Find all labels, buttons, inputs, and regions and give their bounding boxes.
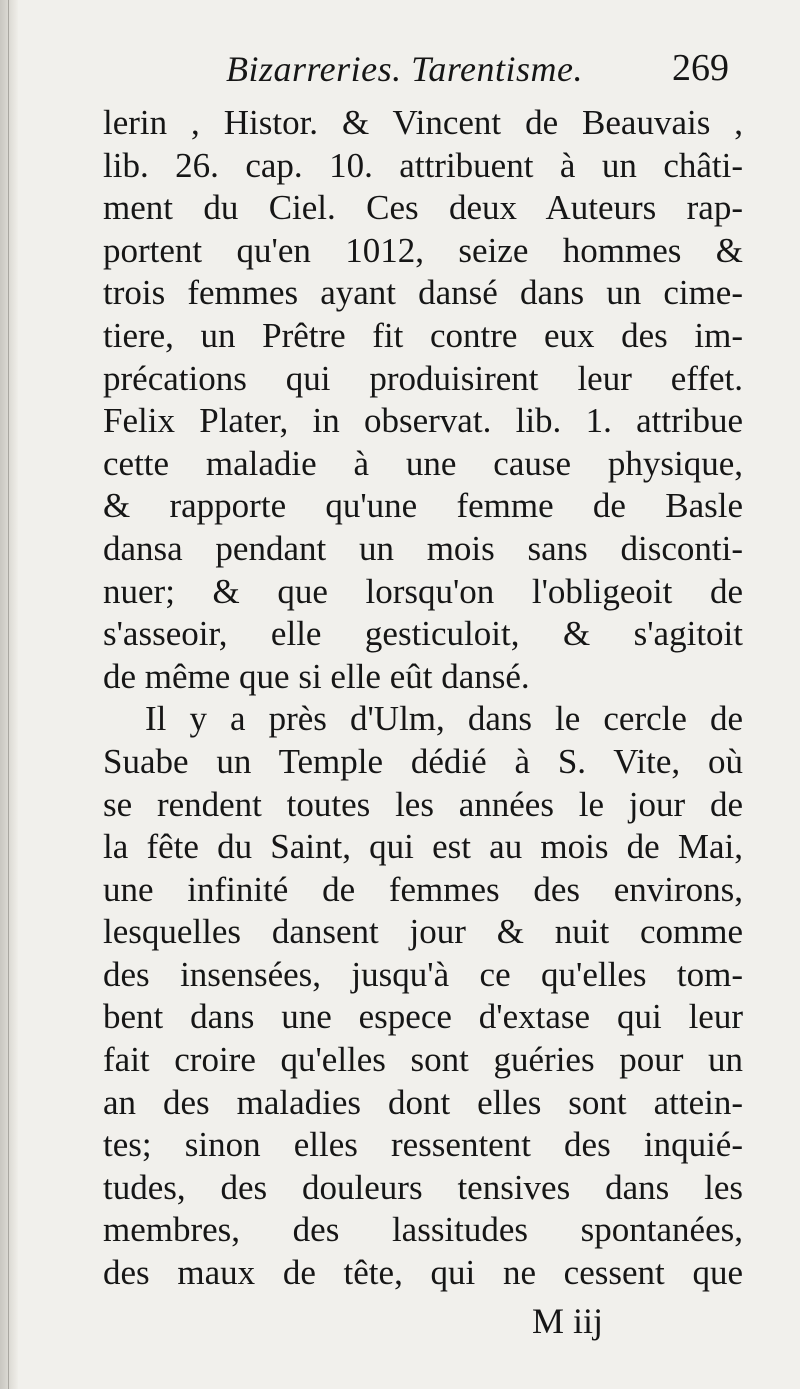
text-line: dansa pendant un mois sans disconti- xyxy=(103,528,743,568)
text-line: tudes, des douleurs tensives dans les xyxy=(103,1167,743,1207)
page-number: 269 xyxy=(672,47,729,89)
text-line: de même que si elle eût dansé. xyxy=(103,656,530,696)
text-line: la fête du Saint, qui est au mois de Mai, xyxy=(103,827,743,867)
signature-mark: M iij xyxy=(532,1301,604,1341)
text-line: s'asseoir, elle gesticuloit, & s'agitoit xyxy=(103,614,743,654)
text-line: nuer; & que lorsqu'on l'obligeoit de xyxy=(103,571,743,611)
text-line: an des maladies dont elles sont attein- xyxy=(103,1082,743,1122)
text-line: Felix Plater, in observat. lib. 1. attribue xyxy=(103,401,743,441)
running-title: Bizarreries. Tarentisme. xyxy=(226,49,584,89)
text-line: lib. 26. cap. 10. attribuent à un châti- xyxy=(103,145,743,185)
text-line: tiere, un Prêtre fit contre eux des im- xyxy=(103,315,743,355)
text-line: Suabe un Temple dédié à S. Vite, où xyxy=(103,741,743,781)
text-line: bent dans une espece d'extase qui leur xyxy=(103,997,743,1037)
text-line: une infinité de femmes des environs, xyxy=(103,869,743,909)
page-binding-edge xyxy=(0,0,18,1389)
text-line: & rapporte qu'une femme de Basle xyxy=(103,486,743,526)
text-line: des maux de tête, qui ne cessent que xyxy=(103,1253,743,1293)
text-line: trois femmes ayant dansé dans un cime- xyxy=(103,273,743,313)
text-line: précations qui produisirent leur effet. xyxy=(103,358,743,398)
text-line: lerin , Histor. & Vincent de Beauvais , xyxy=(103,103,743,142)
running-head xyxy=(0,42,800,102)
text-line: portent qu'en 1012, seize hommes & xyxy=(103,230,743,270)
text-line: fait croire qu'elles sont guéries pour un xyxy=(103,1040,743,1080)
text-line: Il y a près d'Ulm, dans le cercle de xyxy=(145,699,743,739)
body-text xyxy=(103,102,743,1295)
text-line: cette maladie à une cause physique, xyxy=(103,443,743,483)
text-line: des insensées, jusqu'à ce qu'elles tom- xyxy=(103,954,743,994)
text-line: se rendent toutes les années le jour de xyxy=(103,784,743,824)
text-line: membres, des lassitudes spontanées, xyxy=(103,1210,743,1250)
page-gutter-line xyxy=(8,0,9,1389)
text-line: lesquelles dansent jour & nuit comme xyxy=(103,912,743,952)
text-line: ment du Ciel. Ces deux Auteurs rap- xyxy=(103,188,743,228)
text-line: tes; sinon elles ressentent des inquié- xyxy=(103,1125,743,1165)
